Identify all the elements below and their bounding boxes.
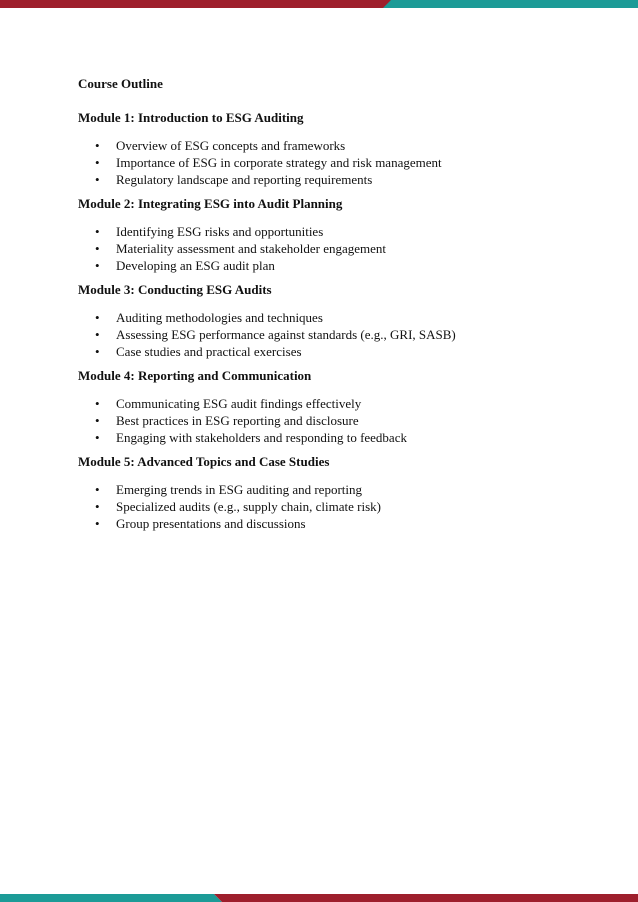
list-item-text: Importance of ESG in corporate strategy and risk management xyxy=(116,155,442,170)
list-item-text: Auditing methodologies and techniques xyxy=(116,310,323,325)
list-item-text: Materiality assessment and stakeholder engagement xyxy=(116,241,387,256)
bullet-icon: • xyxy=(95,138,100,153)
list-item xyxy=(78,395,578,412)
list-item-text: Specialized audits (e.g., supply chain, climate risk) xyxy=(116,499,381,514)
bullet-icon: • xyxy=(95,396,100,411)
bottom-band-red-segment xyxy=(214,894,638,902)
module-item-list xyxy=(78,137,578,188)
list-item xyxy=(78,240,578,257)
bullet-icon: • xyxy=(95,258,100,273)
list-item xyxy=(78,309,578,326)
list-item xyxy=(78,137,578,154)
bottom-band-teal-segment xyxy=(0,894,222,902)
list-item xyxy=(78,498,578,515)
list-item xyxy=(78,429,578,446)
bullet-icon: • xyxy=(95,344,100,359)
module-item-list xyxy=(78,395,578,446)
module-heading: Module 2: Integrating ESG into Audit Planning xyxy=(78,196,343,211)
module-1 xyxy=(78,109,578,188)
module-heading: Module 5: Advanced Topics and Case Studies xyxy=(78,454,330,469)
list-item-text: Overview of ESG concepts and frameworks xyxy=(116,138,346,153)
bullet-icon: • xyxy=(95,327,100,342)
list-item-text: Regulatory landscape and reporting requirements xyxy=(116,172,373,187)
top-band-red-segment xyxy=(0,0,392,8)
bullet-icon: • xyxy=(95,413,100,428)
top-band-teal-segment xyxy=(383,0,638,8)
list-item-text: Best practices in ESG reporting and disclosure xyxy=(116,413,359,428)
bullet-icon: • xyxy=(95,499,100,514)
page-title: Course Outline xyxy=(78,76,163,91)
list-item-text: Communicating ESG audit findings effectively xyxy=(116,396,362,411)
list-item-text: Group presentations and discussions xyxy=(116,516,306,531)
list-item xyxy=(78,343,578,360)
module-3 xyxy=(78,281,578,360)
list-item xyxy=(78,223,578,240)
list-item xyxy=(78,481,578,498)
list-item-text: Emerging trends in ESG auditing and reporting xyxy=(116,482,362,497)
module-4 xyxy=(78,367,578,446)
list-item xyxy=(78,515,578,532)
top-decorative-band xyxy=(0,0,638,8)
list-item-text: Assessing ESG performance against standards (e.g., GRI, SASB) xyxy=(116,327,456,342)
bullet-icon: • xyxy=(95,516,100,531)
list-item-text: Developing an ESG audit plan xyxy=(116,258,275,273)
list-item xyxy=(78,412,578,429)
module-heading: Module 1: Introduction to ESG Auditing xyxy=(78,110,304,125)
bullet-icon: • xyxy=(95,430,100,445)
bullet-icon: • xyxy=(95,241,100,256)
bullet-icon: • xyxy=(95,310,100,325)
list-item-text: Case studies and practical exercises xyxy=(116,344,302,359)
page-content xyxy=(78,75,578,539)
list-item xyxy=(78,154,578,171)
module-2 xyxy=(78,195,578,274)
list-item-text: Engaging with stakeholders and responding to feedback xyxy=(116,430,407,445)
module-item-list xyxy=(78,481,578,532)
module-heading: Module 3: Conducting ESG Audits xyxy=(78,282,272,297)
bullet-icon: • xyxy=(95,482,100,497)
module-item-list xyxy=(78,223,578,274)
module-heading: Module 4: Reporting and Communication xyxy=(78,368,312,383)
module-5 xyxy=(78,453,578,532)
list-item xyxy=(78,326,578,343)
list-item xyxy=(78,171,578,188)
list-item xyxy=(78,257,578,274)
bottom-decorative-band xyxy=(0,894,638,902)
module-item-list xyxy=(78,309,578,360)
list-item-text: Identifying ESG risks and opportunities xyxy=(116,224,324,239)
bullet-icon: • xyxy=(95,155,100,170)
bullet-icon: • xyxy=(95,224,100,239)
bullet-icon: • xyxy=(95,172,100,187)
